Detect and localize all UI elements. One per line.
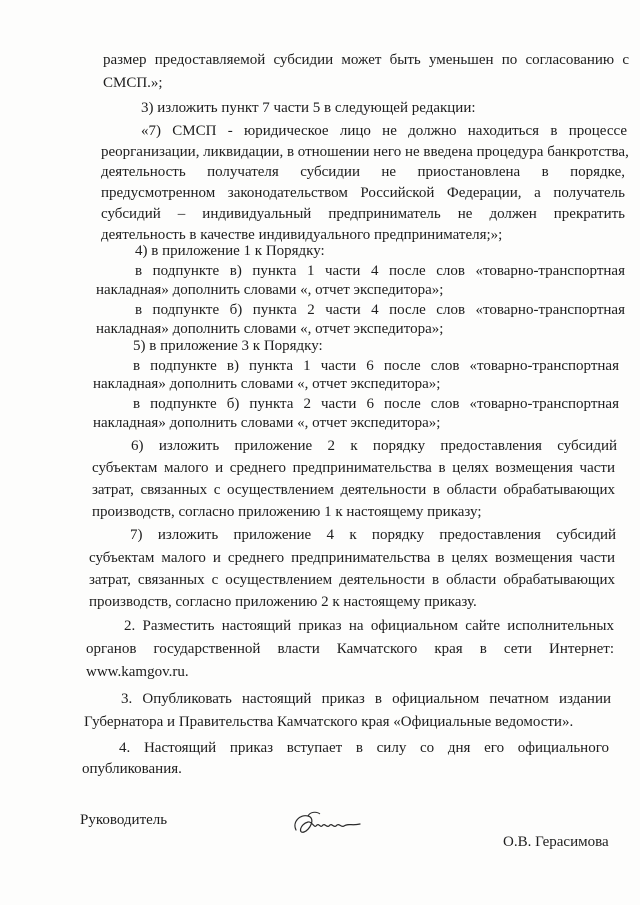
text-line: предусмотренном законодательством Российской Федерации, а получатель: [101, 185, 625, 201]
text-line: в подпункте в) пункта 1 части 4 после слов «товарно-транспортная: [135, 263, 625, 279]
text-line: опубликования.: [82, 761, 182, 777]
text-line: «7) СМСП - юридическое лицо не должно находиться в процессе: [141, 123, 627, 139]
signatory-title: Руководитель: [80, 812, 168, 828]
text-line: субъектам малого и среднего предпринимательства в целях возмещения части: [92, 460, 615, 476]
text-line: Губернатора и Правительства Камчатского края «Официальные ведомости».: [84, 714, 574, 730]
signatory-name: О.В. Герасимова: [503, 834, 609, 850]
text-line: субсидий – индивидуальный предприниматель не должен прекратить: [101, 206, 625, 222]
text-line: 7) изложить приложение 4 к порядку предоставления субсидий: [130, 527, 616, 543]
text-line: субъектам малого и среднего предпринимательства в целях возмещения части: [89, 550, 615, 566]
text-line: 5) в приложение 3 к Порядку:: [133, 338, 323, 354]
text-line: накладная» дополнить словами «, отчет экспедитора»;: [96, 282, 444, 298]
text-line: производств, согласно приложению 1 к настоящему приказу;: [92, 504, 482, 520]
text-line: 4. Настоящий приказ вступает в силу со дня его официального: [119, 740, 609, 756]
text-line: накладная» дополнить словами «, отчет экспедитора»;: [96, 321, 444, 337]
text-line: реорганизации, ликвидации, в отношении него не введена процедура банкротства,: [101, 144, 629, 160]
text-line: накладная» дополнить словами «, отчет экспедитора»;: [93, 415, 441, 431]
text-line: 2. Разместить настоящий приказ на официальном сайте исполнительных: [124, 618, 614, 634]
text-line: размер предоставляемой субсидии может быть уменьшен по согласованию с: [103, 52, 629, 68]
text-line: деятельность в качестве индивидуального предпринимателя;»;: [101, 227, 503, 243]
text-line: в подпункте б) пункта 2 части 4 после слов «товарно-транспортная: [135, 302, 625, 318]
text-line: деятельность получателя субсидии не приостановлена в порядке,: [101, 164, 625, 180]
text-line: 4) в приложение 1 к Порядку:: [135, 243, 325, 259]
handwritten-signature: [286, 808, 366, 844]
text-line: производств, согласно приложению 2 к настоящему приказу.: [89, 594, 477, 610]
text-line: 3. Опубликовать настоящий приказ в официальном печатном издании: [121, 691, 611, 707]
text-line: 3) изложить пункт 7 части 5 в следующей редакции:: [141, 100, 476, 116]
text-line: затрат, связанных с осуществлением деятельности в области обрабатывающих: [92, 482, 615, 498]
text-line: СМСП.»;: [103, 75, 163, 91]
text-line: органов государственной власти Камчатского края в сети Интернет:: [86, 641, 614, 657]
text-line: накладная» дополнить словами «, отчет экспедитора»;: [93, 376, 441, 392]
text-line: www.kamgov.ru.: [86, 664, 189, 680]
text-line: в подпункте б) пункта 2 части 6 после слов «товарно-транспортная: [133, 396, 619, 412]
text-line: в подпункте в) пункта 1 части 6 после слов «товарно-транспортная: [133, 358, 619, 374]
text-line: затрат, связанных с осуществлением деятельности в области обрабатывающих: [89, 572, 615, 588]
text-line: 6) изложить приложение 2 к порядку предоставления субсидий: [131, 438, 617, 454]
